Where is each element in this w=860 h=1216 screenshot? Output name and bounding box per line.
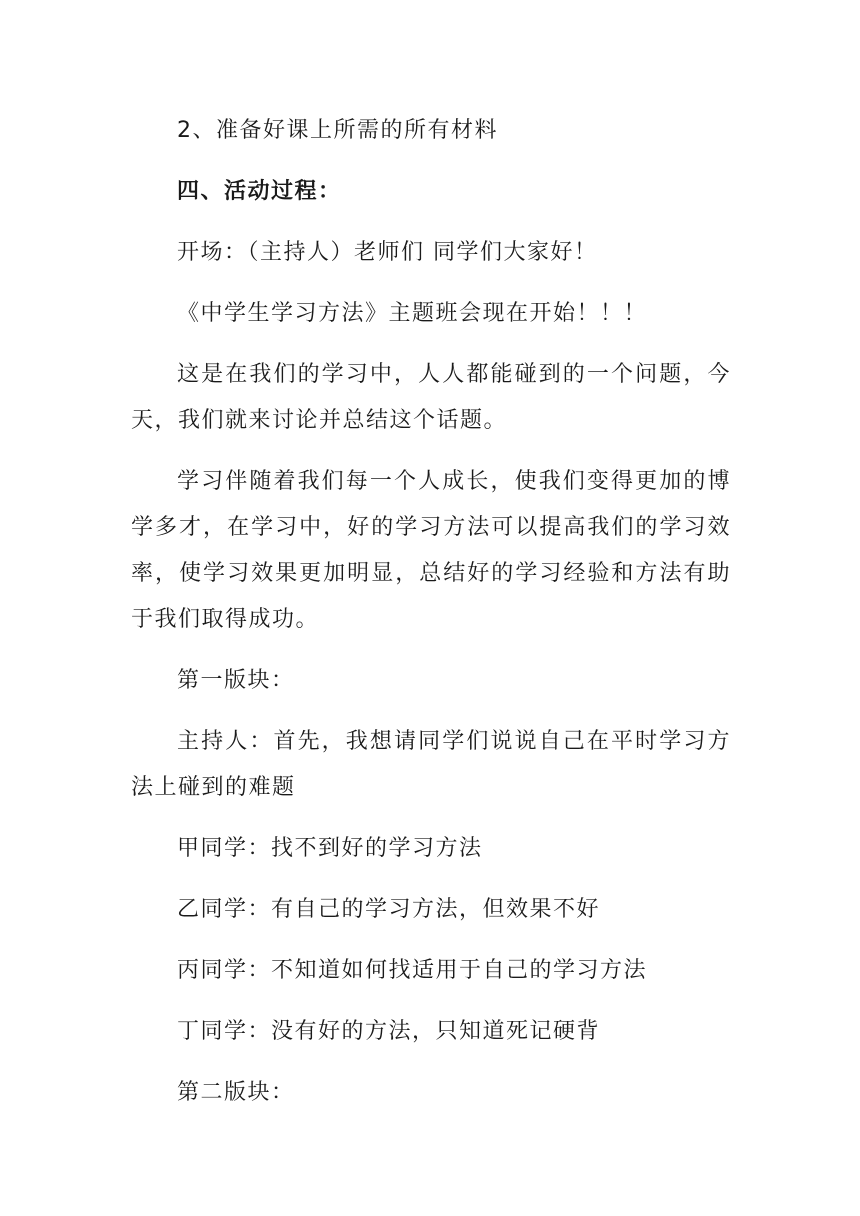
section-heading-activity-process: 四、活动过程： (177, 179, 342, 204)
section-label-part-one: 第一版块： (177, 668, 295, 693)
paragraph-topic-intro: 这是在我们的学习中，人人都能碰到的一个问题，今天，我们就来讨论并总结这个话题。 (131, 362, 731, 433)
paragraph-host-question: 主持人：首先，我想请同学们说说自己在平时学习方法上碰到的难题 (131, 729, 731, 800)
section-label-part-two: 第二版块： (177, 1080, 295, 1105)
paragraph-student-a: 甲同学：找不到好的学习方法 (177, 836, 483, 861)
paragraph-student-d: 丁同学：没有好的方法，只知道死记硬背 (177, 1019, 601, 1044)
paragraph-student-c: 丙同学：不知道如何找适用于自己的学习方法 (177, 958, 648, 983)
paragraph-learning-importance: 学习伴随着我们每一个人成长，使我们变得更加的博学多才，在学习中，好的学习方法可以提高我们的学习效率，使学习效果更加明显，总结好的学习经验和方法有助于我们取得成功。 (131, 469, 731, 632)
paragraph-meeting-start: 《中学生学习方法》主题班会现在开始！！！ (177, 301, 648, 326)
paragraph-opening: 开场：（主持人）老师们 同学们大家好！ (177, 240, 598, 265)
paragraph-materials: 2、准备好课上所需的所有材料 (177, 118, 498, 143)
paragraph-student-b: 乙同学：有自己的学习方法，但效果不好 (177, 897, 601, 922)
document-body (131, 108, 731, 1131)
